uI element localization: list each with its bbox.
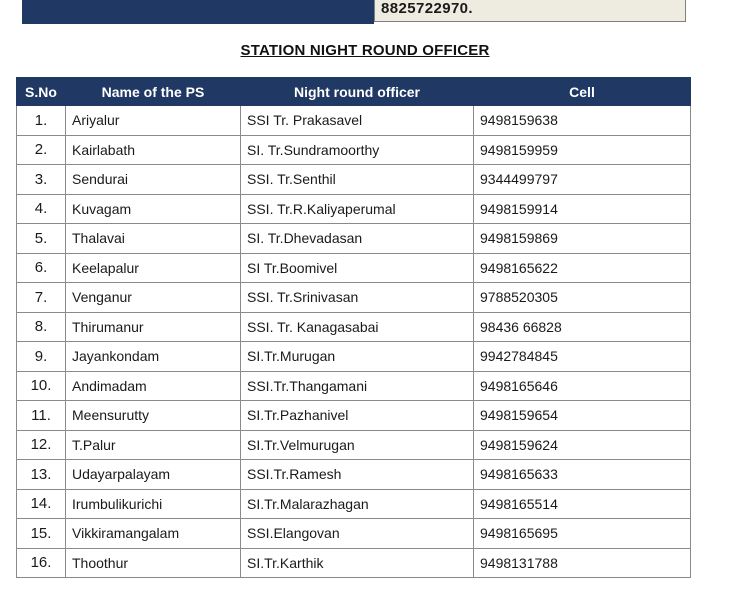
cell-ps-name: T.Palur [66, 430, 241, 460]
cell-ps-name: Jayankondam [66, 342, 241, 372]
cell-officer: SSI. Tr.Srinivasan [241, 283, 474, 313]
cell-ps-name: Thirumanur [66, 312, 241, 342]
cell-sno: 10. [17, 371, 66, 401]
cell-phone: 9344499797 [474, 165, 691, 195]
cell-sno: 8. [17, 312, 66, 342]
table-row [17, 460, 691, 490]
cell-officer: SI. Tr.Sundramoorthy [241, 135, 474, 165]
cell-officer: SI.Tr.Velmurugan [241, 430, 474, 460]
cell-sno: 7. [17, 283, 66, 313]
table-row [17, 194, 691, 224]
table-row [17, 106, 691, 136]
cell-sno: 15. [17, 519, 66, 549]
cell-ps-name: Andimadam [66, 371, 241, 401]
header-night-round-officer: Night round officer [241, 78, 474, 106]
cell-sno: 14. [17, 489, 66, 519]
cell-officer: SSI. Tr.Senthil [241, 165, 474, 195]
header-ps-name: Name of the PS [66, 78, 241, 106]
cell-phone: 9788520305 [474, 283, 691, 313]
cell-sno: 16. [17, 548, 66, 578]
cell-sno: 12. [17, 430, 66, 460]
cell-sno: 11. [17, 401, 66, 431]
cell-officer: SSI Tr. Prakasavel [241, 106, 474, 136]
cell-officer: SI Tr.Boomivel [241, 253, 474, 283]
cell-sno: 9. [17, 342, 66, 372]
cell-sno: 3. [17, 165, 66, 195]
cell-officer: SI.Tr.Pazhanivel [241, 401, 474, 431]
cell-phone: 9498159869 [474, 224, 691, 254]
cell-ps-name: Kuvagam [66, 194, 241, 224]
table-row [17, 224, 691, 254]
table-row [17, 165, 691, 195]
cell-phone: 9498131788 [474, 548, 691, 578]
cell-phone: 9498159654 [474, 401, 691, 431]
cell-sno: 1. [17, 106, 66, 136]
table-row [17, 312, 691, 342]
previous-table-fragment [22, 0, 686, 24]
table-row [17, 371, 691, 401]
table-row [17, 135, 691, 165]
cell-ps-name: Vikkiramangalam [66, 519, 241, 549]
cell-phone: 9942784845 [474, 342, 691, 372]
table-row [17, 519, 691, 549]
cell-phone: 9498159624 [474, 430, 691, 460]
cell-phone: 9498165622 [474, 253, 691, 283]
cell-officer: SSI.Elangovan [241, 519, 474, 549]
table-row [17, 548, 691, 578]
section-title: STATION NIGHT ROUND OFFICER [240, 42, 490, 59]
cell-sno: 4. [17, 194, 66, 224]
table-row [17, 253, 691, 283]
header-sno: S.No [17, 78, 66, 106]
cell-ps-name: Kairlabath [66, 135, 241, 165]
cell-sno: 6. [17, 253, 66, 283]
table-row [17, 401, 691, 431]
cell-sno: 2. [17, 135, 66, 165]
cell-officer: SI. Tr.Dhevadasan [241, 224, 474, 254]
cell-ps-name: Udayarpalayam [66, 460, 241, 490]
cell-phone: 9498159959 [474, 135, 691, 165]
cell-ps-name: Meensurutty [66, 401, 241, 431]
phone-number: 8825722970. [381, 0, 473, 17]
previous-table-header-cell [22, 0, 374, 24]
table-row [17, 430, 691, 460]
cell-officer: SSI.Tr.Thangamani [241, 371, 474, 401]
previous-table-phone-cell [374, 0, 686, 22]
cell-ps-name: Irumbulikurichi [66, 489, 241, 519]
cell-officer: SI.Tr.Murugan [241, 342, 474, 372]
night-round-officer-table [16, 77, 691, 578]
table-header-row [17, 78, 691, 106]
table-row [17, 283, 691, 313]
cell-ps-name: Venganur [66, 283, 241, 313]
table-row [17, 342, 691, 372]
cell-sno: 5. [17, 224, 66, 254]
cell-ps-name: Keelapalur [66, 253, 241, 283]
cell-officer: SI.Tr.Malarazhagan [241, 489, 474, 519]
cell-officer: SSI. Tr.R.Kaliyaperumal [241, 194, 474, 224]
cell-ps-name: Sendurai [66, 165, 241, 195]
cell-ps-name: Thoothur [66, 548, 241, 578]
cell-phone: 9498159638 [474, 106, 691, 136]
table-row [17, 489, 691, 519]
header-cell: Cell [474, 78, 691, 106]
cell-phone: 9498165695 [474, 519, 691, 549]
cell-phone: 9498165514 [474, 489, 691, 519]
cell-officer: SSI. Tr. Kanagasabai [241, 312, 474, 342]
cell-phone: 9498165646 [474, 371, 691, 401]
cell-officer: SI.Tr.Karthik [241, 548, 474, 578]
cell-sno: 13. [17, 460, 66, 490]
cell-ps-name: Ariyalur [66, 106, 241, 136]
cell-phone: 9498159914 [474, 194, 691, 224]
cell-phone: 9498165633 [474, 460, 691, 490]
cell-phone: 98436 66828 [474, 312, 691, 342]
cell-officer: SSI.Tr.Ramesh [241, 460, 474, 490]
cell-ps-name: Thalavai [66, 224, 241, 254]
